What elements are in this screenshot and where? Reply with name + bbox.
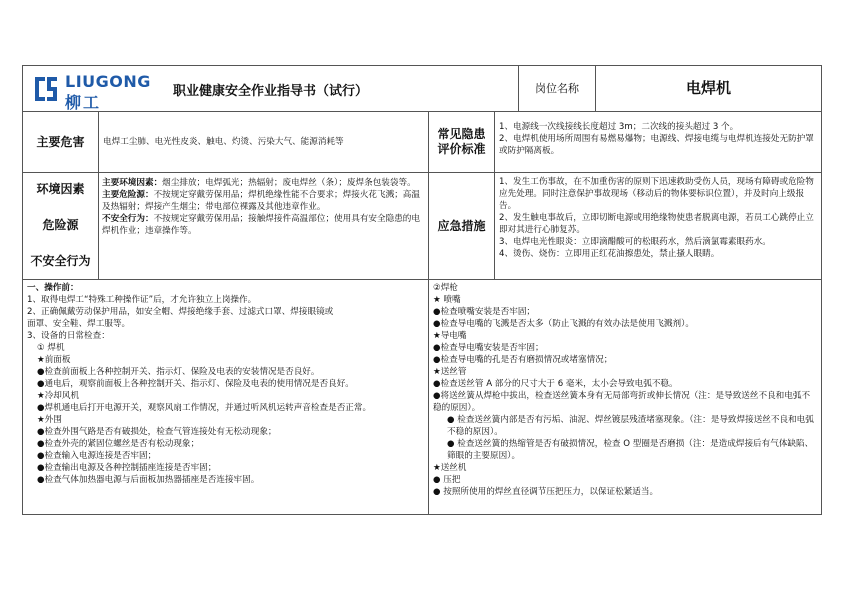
instruction-line: ●检查外围气路是否有破损处，检查气管连接处有无松动现象； bbox=[37, 427, 277, 437]
danger-source-label: 危险源 bbox=[42, 217, 79, 232]
instruction-line: 2、正确佩戴劳动保护用品，如安全帽、焊接绝缘手套、过滤式口罩、焊接眼镜或 bbox=[27, 307, 334, 317]
list-item: 2、电焊机使用场所周围有易燃易爆物；电源线、焊接电缆与电焊机连接处无防护罩或防护隔离板。 bbox=[499, 134, 814, 156]
instruction-line: ●检查导电嘴的飞溅是否太多（防止飞溅的有效办法是使用飞溅剂）。 bbox=[433, 319, 695, 329]
factors-row bbox=[23, 173, 821, 280]
emergency-list bbox=[499, 176, 817, 260]
list-item: 1、发生工伤事故，在不加重伤害的原则下迅速救助受伤人员，现场有障碍或危险物应先处理。同时注意保护事故现场（移动后的物体要标识位置），并及时向上级报告。 bbox=[499, 177, 814, 211]
instruction-line: 面罩、安全鞋、焊工服等。 bbox=[27, 319, 131, 329]
list-item: 4、烫伤、烧伤：立即用正红花油擦患处，禁止搔人眼睛。 bbox=[499, 249, 720, 259]
logo-text-en: LIUGONG bbox=[65, 72, 151, 91]
list-item: 2、发生触电事故后，立即切断电源或用绝缘物使患者脱离电源，若员工心跳停止立即对其进行心肺复苏。 bbox=[499, 213, 814, 235]
instruction-line: ★冷却风机 bbox=[37, 391, 80, 401]
instruction-line: ●检查前面板上各种控制开关、指示灯、保险及电表的安装情况是否良好。 bbox=[37, 367, 320, 377]
unsafe-behavior-label: 不安全行为 bbox=[30, 253, 91, 268]
guide-sheet bbox=[22, 65, 822, 515]
env-factor-label: 环境因素 bbox=[36, 181, 85, 196]
hidden-danger-list bbox=[499, 121, 817, 157]
instruction-line: ● 检查送丝簧的热缩管是否有破损情况，检查 O 型圈是否磨损（注：是造成焊接后有气体缺陷、筛眼的主要原因）。 bbox=[447, 439, 814, 461]
main-hazard-label: 主要危害 bbox=[36, 134, 85, 149]
instruction-line: ① 焊机 bbox=[37, 343, 65, 353]
hazard-row bbox=[23, 112, 821, 173]
instruction-line: ●检查外壳的紧固位螺丝是否有松动现象； bbox=[37, 439, 200, 449]
instruction-line: ●焊机通电后打开电源开关，观察风扇工作情况，并通过听风机运转声音检查是否正常。 bbox=[37, 403, 372, 413]
instruction-line: 1、取得电焊工“特殊工种操作证”后，才允许独立上岗操作。 bbox=[27, 295, 257, 305]
instruction-line: ②焊枪 bbox=[433, 283, 458, 293]
instruction-line: ●检查喷嘴安装是否牢固； bbox=[433, 307, 536, 317]
instruction-line: ★ 喷嘴 bbox=[433, 295, 461, 305]
instruction-line: ●检查气体加热器电源与后面板加热器插座是否连接牢固。 bbox=[37, 475, 260, 485]
instruction-line: ●检查导电嘴的孔是否有磨损情况或堵塞情况； bbox=[433, 355, 613, 365]
instruction-line: ●检查导电嘴安装是否牢固； bbox=[433, 343, 544, 353]
instruction-line: 3、设备的日常检查： bbox=[27, 331, 110, 341]
operation-row bbox=[23, 280, 821, 514]
instruction-line: ●检查输出电源及各种控制插座连接是否牢固； bbox=[37, 463, 217, 473]
operation-right-column bbox=[433, 282, 817, 498]
logo-text-cn: 柳工 bbox=[65, 93, 102, 112]
instruction-line: ● 按照所使用的焊丝直径调节压把压力，以保证松紧适当。 bbox=[433, 487, 659, 497]
main-hazard-text: 电焊工尘肺、电光性皮炎、触电、灼烫、污染大气、能源消耗等 bbox=[103, 137, 344, 147]
job-name-label: 岗位名称 bbox=[535, 82, 579, 95]
list-item: 1、电源线一次线接线长度超过 3m；二次线的接头超过 3 个。 bbox=[499, 122, 739, 132]
operation-left-column bbox=[27, 282, 425, 486]
instruction-line: ★送丝机 bbox=[433, 463, 467, 473]
instruction-line: ★前面板 bbox=[37, 355, 71, 365]
hidden-danger-label: 常见隐患 评价标准 bbox=[437, 127, 486, 156]
emergency-label: 应急措施 bbox=[437, 218, 486, 233]
instruction-line: 一、操作前： bbox=[27, 283, 79, 293]
liugong-logo-icon bbox=[31, 74, 61, 104]
instruction-line: ★导电嘴 bbox=[433, 331, 467, 341]
instruction-line: ●检查送丝管 A 部分的尺寸大于 6 毫米，太小会导致电弧不稳。 bbox=[433, 379, 678, 389]
instruction-line: ●将送丝簧从焊枪中拔出，检查送丝簧本身有无局部弯折或伸长情况（注：是导致送丝不良和电弧不稳的原因）。 bbox=[433, 391, 811, 413]
job-name: 电焊机 bbox=[685, 79, 731, 97]
list-item: 3、电焊电光性眼炎：立即滴醋酸可的松眼药水，然后滴氯霉素眼药水。 bbox=[499, 237, 771, 247]
instruction-line: ● 压把 bbox=[433, 475, 461, 485]
instruction-line: ●通电后，观察前面板上各种控制开关、指示灯、保险及电表的使用情况是否良好。 bbox=[37, 379, 354, 389]
instruction-line: ● 检查送丝簧内部是否有污垢、油泥、焊丝镀层残渣堵塞现象。（注：是导致焊接送丝不良和电弧不稳的原因）。 bbox=[447, 415, 814, 437]
instruction-line: ★外围 bbox=[37, 415, 62, 425]
page-title: 职业健康安全作业指导书（试行） bbox=[173, 84, 369, 99]
instruction-line: ●检查输入电源连接是否牢固； bbox=[37, 451, 157, 461]
factors-text: 主要环境因素：烟尘排放；电焊弧光；热辐射；废电焊丝（条）；废焊条包装袋等。 主要危险源：不按规定穿戴劳保用品；焊机绝缘性能不合要求；焊接火花飞溅；高温及热辐射；焊接产生烟尘；带电部位裸露及其他违章作业。 不安全行为：不按规定穿戴劳保用品；接触焊接件高温部位；使用具有安全隐患的电焊机作业；违章操作等。 bbox=[102, 178, 420, 236]
instruction-line: ★送丝管 bbox=[433, 367, 467, 377]
header-row bbox=[23, 66, 821, 112]
